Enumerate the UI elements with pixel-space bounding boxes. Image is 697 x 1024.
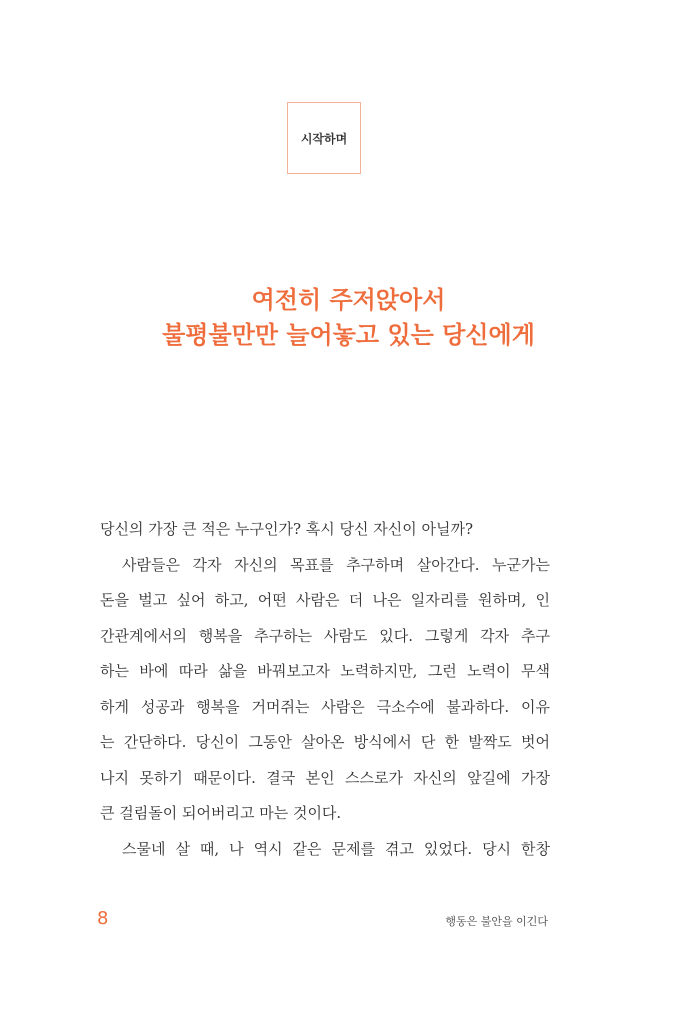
body-line: 큰 걸림돌이 되어버리고 마는 것이다. <box>100 804 342 822</box>
body-text <box>100 512 550 867</box>
body-line: 간관계에서의 행복을 추구하는 사람도 있다. 그렇게 각자 추구 <box>100 626 550 645</box>
body-line: 돈을 벌고 싶어 하고, 어떤 사람은 더 나은 일자리를 원하며, 인 <box>100 591 550 609</box>
body-line: 당신의 가장 큰 적은 누구인가? 혹시 당신 자신이 아닐까? <box>100 520 474 538</box>
heading-line-2: 불평불만만 늘어놓고 있는 당신에게 <box>162 321 535 349</box>
body-line: 스물네 살 때, 나 역시 같은 문제를 겪고 있었다. 당시 한창 <box>122 839 550 858</box>
body-line: 하는 바에 따라 삶을 바꿔보고자 노력하지만, 그런 노력이 무색 <box>100 662 550 680</box>
body-line: 나지 못하기 때문이다. 결국 본인 스스로가 자신의 앞길에 가장 <box>100 768 550 787</box>
body-line: 사람들은 각자 자신의 목표를 추구하며 살아간다. 누군가는 <box>122 555 550 574</box>
running-book-title: 행동은 불안을 이긴다 <box>445 915 548 928</box>
heading-line-1: 여전히 주저앉아서 <box>251 286 446 314</box>
body-line: 는 간단하다. 당신이 그동안 살아온 방식에서 단 한 발짝도 벗어 <box>100 733 550 751</box>
chapter-label: 시작하며 <box>300 131 348 146</box>
chapter-label-box <box>287 102 361 174</box>
page-number: 8 <box>97 908 109 929</box>
body-line: 하게 성공과 행복을 거머쥐는 사람은 극소수에 불과하다. 이유 <box>100 697 550 716</box>
